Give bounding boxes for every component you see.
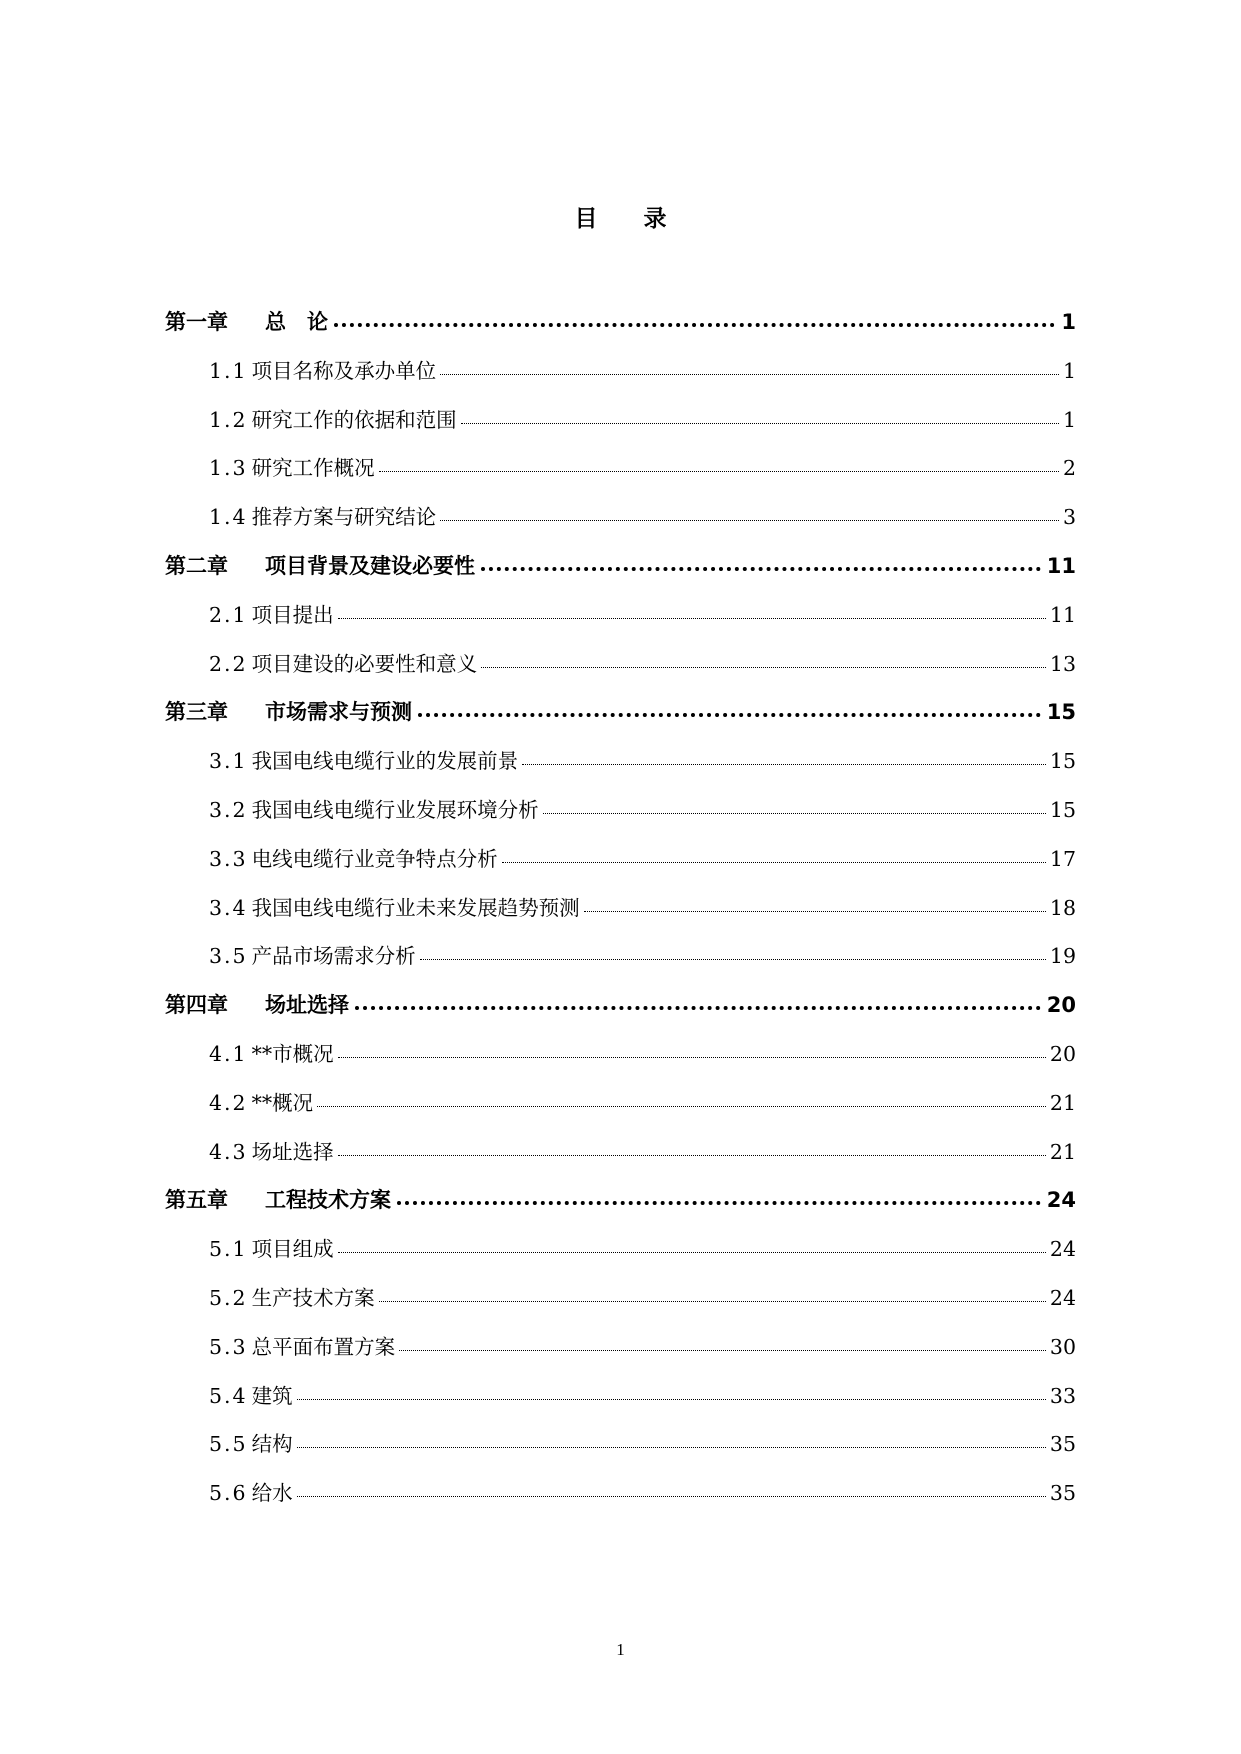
toc-dot-leader: [397, 1197, 1041, 1205]
toc-entry-title: 结构: [251, 1432, 293, 1457]
toc-entry-number: 5.5: [209, 1432, 248, 1457]
toc-section-entry[interactable]: [165, 936, 1076, 985]
toc-entry-title: 推荐方案与研究结论: [251, 505, 437, 530]
toc-entry-number: 4.1: [209, 1041, 248, 1066]
toc-dot-leader: [355, 1002, 1041, 1010]
toc-section-entry[interactable]: [165, 400, 1076, 449]
toc-entry-number: 第一章: [165, 310, 228, 334]
toc-entry-number: 1.4: [209, 505, 248, 530]
toc-entry-page: 1: [1061, 310, 1076, 334]
page-title: 目录: [574, 206, 713, 232]
toc-entry-title: 生产技术方案: [251, 1285, 375, 1310]
toc-entry-page: 15: [1049, 797, 1076, 822]
toc-dot-leader: [522, 760, 1046, 765]
toc-entry-title: 我国电线电缆行业未来发展趋势预测: [251, 895, 580, 920]
toc-entry-page: 24: [1049, 1237, 1076, 1262]
toc-entry-title: 研究工作概况: [251, 456, 375, 481]
toc-dot-leader: [379, 1297, 1046, 1302]
toc-section-entry[interactable]: [165, 839, 1076, 888]
toc-dot-leader: [543, 809, 1046, 814]
toc-entry-title: 项目组成: [251, 1237, 334, 1262]
toc-section-entry[interactable]: [165, 1034, 1076, 1083]
toc-entry-title: 产品市场需求分析: [251, 944, 416, 969]
toc-dot-leader: [379, 467, 1059, 472]
toc-entry-page: 3: [1062, 505, 1076, 530]
toc-entry-page: 35: [1049, 1432, 1076, 1457]
toc-entry-number: 第三章: [165, 700, 228, 725]
toc-entry-page: 35: [1049, 1481, 1076, 1506]
toc-entry-page: 18: [1049, 895, 1076, 920]
toc-dot-leader: [440, 516, 1059, 521]
toc-section-entry[interactable]: [165, 1473, 1076, 1522]
toc-section-entry[interactable]: [165, 790, 1076, 839]
toc-chapter-entry[interactable]: [165, 692, 1076, 741]
toc-chapter-entry[interactable]: [165, 302, 1076, 351]
toc-entry-number: 3.3: [209, 846, 248, 871]
toc-entry-number: 4.2: [209, 1090, 248, 1115]
toc-section-entry[interactable]: [165, 741, 1076, 790]
toc-entry-title: **市概况: [251, 1041, 334, 1066]
toc-dot-leader: [317, 1102, 1046, 1107]
toc-entry-page: 19: [1049, 944, 1076, 969]
toc-entry-number: 2.2: [209, 651, 248, 676]
toc-dot-leader: [297, 1492, 1046, 1497]
toc-dot-leader: [584, 907, 1046, 912]
toc-dot-leader: [338, 1248, 1046, 1253]
toc-section-entry[interactable]: [165, 1424, 1076, 1473]
toc-dot-leader: [481, 663, 1046, 668]
toc-dot-leader: [399, 1346, 1046, 1351]
toc-entry-page: 11: [1046, 553, 1076, 578]
toc-entry-title: 我国电线电缆行业发展环境分析: [251, 797, 539, 822]
toc-dot-leader: [334, 319, 1055, 327]
toc-chapter-entry[interactable]: [165, 985, 1076, 1034]
toc-entry-number: 3.5: [209, 944, 248, 969]
toc-entry-page: 17: [1049, 846, 1076, 871]
toc-entry-number: 5.6: [209, 1481, 248, 1506]
toc-chapter-entry[interactable]: [165, 546, 1076, 595]
toc-entry-title: **概况: [251, 1090, 314, 1115]
table-of-contents: [165, 302, 1076, 1522]
toc-entry-page: 11: [1049, 602, 1076, 627]
toc-dot-leader: [418, 709, 1041, 717]
toc-entry-number: 第二章: [165, 553, 228, 578]
toc-entry-title: 场址选择: [265, 993, 349, 1018]
toc-entry-page: 2: [1062, 456, 1076, 481]
toc-entry-title: 项目提出: [251, 602, 334, 627]
toc-entry-title: 项目背景及建设必要性: [265, 553, 475, 578]
page-number: 1: [616, 1640, 625, 1659]
toc-entry-title: 总 论: [265, 310, 328, 334]
toc-entry-number: 第五章: [165, 1188, 228, 1213]
toc-entry-number: 2.1: [209, 602, 248, 627]
toc-section-entry[interactable]: [165, 595, 1076, 644]
toc-dot-leader: [338, 614, 1046, 619]
toc-section-entry[interactable]: [165, 1229, 1076, 1278]
toc-dot-leader: [461, 419, 1059, 424]
toc-dot-leader: [297, 1395, 1046, 1400]
toc-section-entry[interactable]: [165, 1083, 1076, 1132]
toc-entry-number: 3.4: [209, 895, 248, 920]
toc-entry-number: 1.2: [209, 407, 248, 432]
toc-section-entry[interactable]: [165, 497, 1076, 546]
toc-entry-title: 研究工作的依据和范围: [251, 407, 457, 432]
toc-entry-title: 市场需求与预测: [265, 700, 412, 725]
toc-entry-title: 总平面布置方案: [251, 1334, 396, 1359]
toc-entry-title: 给水: [251, 1481, 293, 1506]
toc-entry-page: 30: [1049, 1334, 1076, 1359]
toc-entry-page: 20: [1046, 993, 1076, 1018]
toc-entry-page: 20: [1049, 1041, 1076, 1066]
toc-chapter-entry[interactable]: [165, 1180, 1076, 1229]
toc-section-entry[interactable]: [165, 888, 1076, 937]
toc-section-entry[interactable]: [165, 1132, 1076, 1181]
toc-entry-title: 建筑: [251, 1383, 293, 1408]
toc-entry-number: 5.1: [209, 1237, 248, 1262]
toc-section-entry[interactable]: [165, 448, 1076, 497]
toc-entry-title: 项目建设的必要性和意义: [251, 651, 478, 676]
toc-entry-number: 5.4: [209, 1383, 248, 1408]
toc-section-entry[interactable]: [165, 1278, 1076, 1327]
toc-section-entry[interactable]: [165, 351, 1076, 400]
toc-section-entry[interactable]: [165, 644, 1076, 693]
toc-entry-number: 1.3: [209, 456, 248, 481]
toc-entry-number: 1.1: [209, 358, 248, 383]
toc-entry-page: 24: [1046, 1188, 1076, 1213]
toc-entry-title: 场址选择: [251, 1139, 334, 1164]
toc-entry-title: 工程技术方案: [265, 1188, 391, 1213]
toc-dot-leader: [481, 563, 1041, 571]
toc-dot-leader: [440, 370, 1059, 375]
toc-entry-number: 5.2: [209, 1285, 248, 1310]
toc-entry-page: 1: [1062, 358, 1076, 383]
toc-entry-title: 电线电缆行业竞争特点分析: [251, 846, 498, 871]
toc-dot-leader: [338, 1053, 1046, 1058]
toc-entry-page: 1: [1062, 407, 1076, 432]
toc-entry-page: 21: [1049, 1139, 1076, 1164]
toc-entry-page: 24: [1049, 1285, 1076, 1310]
toc-entry-number: 第四章: [165, 993, 228, 1018]
toc-entry-number: 5.3: [209, 1334, 248, 1359]
toc-entry-page: 15: [1049, 749, 1076, 774]
toc-entry-title: 项目名称及承办单位: [251, 358, 437, 383]
toc-entry-number: 3.1: [209, 749, 248, 774]
toc-dot-leader: [502, 858, 1046, 863]
toc-entry-number: 4.3: [209, 1139, 248, 1164]
toc-section-entry[interactable]: [165, 1327, 1076, 1376]
toc-entry-page: 13: [1049, 651, 1076, 676]
toc-entry-title: 我国电线电缆行业的发展前景: [251, 749, 519, 774]
toc-section-entry[interactable]: [165, 1376, 1076, 1425]
toc-entry-page: 33: [1049, 1383, 1076, 1408]
toc-entry-number: 3.2: [209, 797, 248, 822]
toc-dot-leader: [338, 1151, 1046, 1156]
toc-entry-page: 21: [1049, 1090, 1076, 1115]
toc-dot-leader: [420, 955, 1046, 960]
toc-dot-leader: [297, 1443, 1046, 1448]
toc-entry-page: 15: [1046, 700, 1076, 725]
